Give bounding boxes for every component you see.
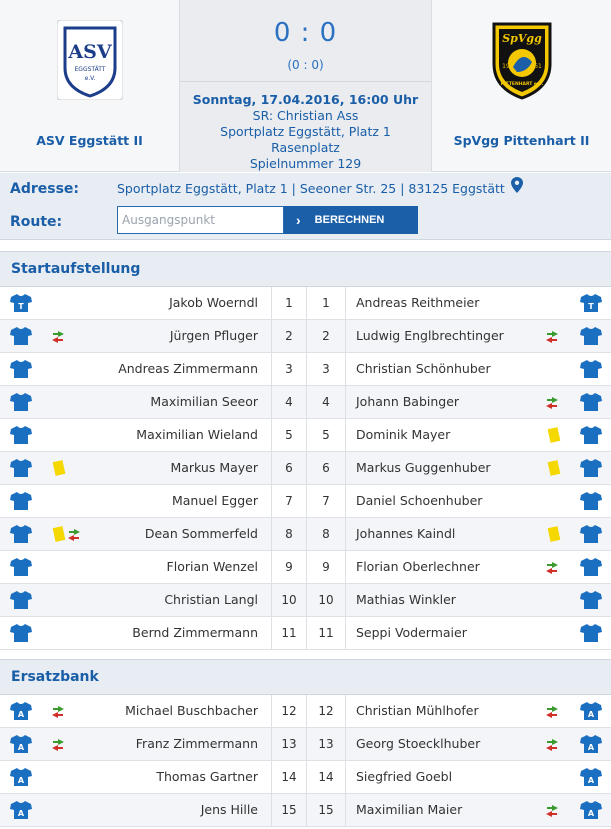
jersey-icon	[580, 590, 602, 610]
lineup-section	[0, 251, 611, 650]
home-player-number: 7	[271, 485, 307, 517]
jersey-icon	[10, 359, 32, 379]
match-details	[180, 92, 431, 172]
away-player-number: 7	[307, 485, 346, 517]
home-player-number: 6	[271, 452, 307, 484]
jersey-a-icon	[10, 767, 32, 787]
table-row	[0, 695, 611, 728]
route-start-input[interactable]	[117, 206, 284, 234]
away-player-number: 4	[307, 386, 346, 418]
home-player-cell	[0, 518, 271, 550]
lineup-title: Startaufstellung	[0, 252, 611, 287]
home-crest-text: ASV	[67, 41, 112, 63]
jersey-icon	[580, 425, 602, 445]
substitution-icon	[544, 804, 560, 818]
home-player-cell	[0, 485, 271, 517]
home-player-cell	[0, 794, 271, 826]
away-player-cell	[346, 695, 611, 727]
away-player-number: 8	[307, 518, 346, 550]
home-player-cell	[0, 386, 271, 418]
jersey-icon	[580, 392, 602, 412]
away-player-name[interactable]: Siegfried Goebl	[356, 769, 453, 784]
home-player-number: 8	[271, 518, 307, 550]
away-crest-bottom-text: PITTENHART e.V.	[500, 82, 543, 87]
substitution-icon	[544, 330, 560, 344]
yellow-card-icon	[53, 460, 66, 476]
svg-text:A: A	[587, 776, 595, 785]
away-player-name[interactable]: Mathias Winkler	[356, 592, 456, 607]
away-crest-year-left: 19	[501, 63, 510, 70]
home-player-number: 3	[271, 353, 307, 385]
home-player-number: 5	[271, 419, 307, 451]
substitution-icon	[544, 705, 560, 719]
yellow-card-icon	[53, 526, 66, 542]
yellow-card-icon	[548, 526, 561, 542]
calculate-route-label: BERECHNEN	[314, 214, 385, 226]
bench-table	[0, 695, 611, 827]
away-player-number: 1	[307, 287, 346, 319]
home-player-number: 14	[271, 761, 307, 793]
jersey-a-icon	[580, 734, 602, 754]
home-player-name[interactable]: Bernd Zimmermann	[132, 625, 258, 640]
away-player-number: 5	[307, 419, 346, 451]
home-player-name[interactable]: Maximilian Wieland	[136, 427, 258, 442]
away-player-name[interactable]: Johann Babinger	[356, 394, 460, 409]
map-pin-icon[interactable]	[511, 177, 523, 193]
jersey-icon	[10, 458, 32, 478]
substitution-icon	[50, 330, 66, 344]
away-player-cell	[346, 617, 611, 649]
home-player-cell	[0, 287, 271, 319]
away-player-number: 9	[307, 551, 346, 583]
jersey-a-icon	[10, 734, 32, 754]
home-team-block[interactable]	[0, 0, 179, 172]
table-row	[0, 584, 611, 617]
svg-text:A: A	[17, 743, 25, 752]
table-row	[0, 452, 611, 485]
bench-section	[0, 659, 611, 827]
home-player-cell	[0, 551, 271, 583]
home-player-name[interactable]: Michael Buschbacher	[125, 703, 258, 718]
home-player-cell	[0, 419, 271, 451]
substitution-icon	[50, 738, 66, 752]
away-player-cell	[346, 584, 611, 616]
home-player-name[interactable]: Jens Hille	[200, 802, 258, 817]
away-player-cell	[346, 353, 611, 385]
jersey-icon	[10, 392, 32, 412]
jersey-a-icon	[580, 701, 602, 721]
away-player-name[interactable]: Christian Mühlhofer	[356, 703, 479, 718]
jersey-icon	[580, 623, 602, 643]
away-player-cell	[346, 761, 611, 793]
home-player-name[interactable]: Florian Wenzel	[166, 559, 258, 574]
home-player-name[interactable]: Maximilian Seeor	[150, 394, 258, 409]
svg-text:T: T	[18, 302, 24, 311]
home-player-name[interactable]: Thomas Gartner	[156, 769, 258, 784]
away-player-name[interactable]: Christian Schönhuber	[356, 361, 491, 376]
home-player-cell	[0, 617, 271, 649]
away-player-number: 10	[307, 584, 346, 616]
venue: Sportplatz Eggstätt, Platz 1	[220, 124, 391, 139]
home-player-cell	[0, 761, 271, 793]
away-player-cell	[346, 794, 611, 826]
table-row	[0, 617, 611, 650]
table-row	[0, 320, 611, 353]
address-value[interactable]: Sportplatz Eggstätt, Platz 1 | Seeoner Str. 25 | 83125 Eggstätt	[117, 181, 505, 196]
home-player-cell	[0, 320, 271, 352]
svg-text:A: A	[17, 809, 25, 818]
home-player-name[interactable]: Franz Zimmermann	[135, 736, 258, 751]
away-player-number: 3	[307, 353, 346, 385]
divider	[180, 81, 431, 82]
jersey-icon	[580, 491, 602, 511]
jersey-icon	[10, 491, 32, 511]
jersey-a-icon	[580, 767, 602, 787]
table-row	[0, 761, 611, 794]
table-row	[0, 419, 611, 452]
jersey-a-icon	[10, 800, 32, 820]
home-player-cell	[0, 452, 271, 484]
away-player-name[interactable]: Georg Stoecklhuber	[356, 736, 481, 751]
referee: SR: Christian Ass	[252, 108, 359, 123]
away-player-number: 6	[307, 452, 346, 484]
away-player-name[interactable]: Dominik Mayer	[356, 427, 451, 442]
home-player-name[interactable]: Dean Sommerfeld	[144, 526, 258, 541]
away-player-name[interactable]: Johannes Kaindl	[356, 526, 456, 541]
table-row	[0, 287, 611, 320]
jersey-icon	[10, 326, 32, 346]
yellow-card-icon	[548, 427, 561, 443]
home-player-number: 2	[271, 320, 307, 352]
home-crest-subtext: EGGSTÄTT	[74, 66, 105, 73]
svg-text:A: A	[17, 776, 25, 785]
away-player-cell	[346, 386, 611, 418]
score: 0 : 0	[273, 18, 338, 48]
table-row	[0, 518, 611, 551]
match-info	[179, 0, 432, 172]
home-team-crest[interactable]	[57, 20, 123, 100]
match-header	[0, 0, 611, 172]
address-route-panel	[0, 173, 611, 240]
away-player-name[interactable]: Ludwig Englbrechtinger	[356, 328, 504, 343]
away-player-name[interactable]: Markus Guggenhuber	[356, 460, 491, 475]
home-crest-ev-text: e.V.	[84, 75, 95, 82]
home-player-name[interactable]: Jürgen Pfluger	[169, 328, 258, 343]
home-player-cell	[0, 695, 271, 727]
table-row	[0, 794, 611, 827]
bench-title: Ersatzbank	[0, 660, 611, 695]
home-player-cell	[0, 728, 271, 760]
home-player-name[interactable]: Christian Langl	[164, 592, 258, 607]
home-player-number: 11	[271, 617, 307, 649]
home-player-cell	[0, 353, 271, 385]
table-row	[0, 386, 611, 419]
surface: Rasenplatz	[271, 140, 340, 155]
away-player-cell	[346, 485, 611, 517]
calculate-route-button[interactable]	[284, 206, 418, 234]
away-team-crest[interactable]	[489, 20, 555, 100]
chevron-right-icon: ›	[296, 212, 301, 228]
table-row	[0, 728, 611, 761]
jersey-icon	[580, 557, 602, 577]
jersey-icon	[580, 524, 602, 544]
svg-text:A: A	[17, 710, 25, 719]
home-player-number: 1	[271, 287, 307, 319]
away-player-name[interactable]: Seppi Vodermaier	[356, 625, 467, 640]
home-player-number: 9	[271, 551, 307, 583]
jersey-icon	[10, 557, 32, 577]
away-crest-year-right: 61	[533, 63, 542, 70]
away-player-cell	[346, 287, 611, 319]
away-player-cell	[346, 320, 611, 352]
lineup-table	[0, 287, 611, 650]
jersey-icon	[580, 359, 602, 379]
away-player-number: 14	[307, 761, 346, 793]
away-player-number: 12	[307, 695, 346, 727]
jersey-t-icon	[580, 293, 602, 313]
home-player-name[interactable]: Jakob Woerndl	[169, 295, 258, 310]
svg-text:A: A	[587, 710, 595, 719]
yellow-card-icon	[548, 460, 561, 476]
away-player-name[interactable]: Daniel Schoenhuber	[356, 493, 483, 508]
away-player-name[interactable]: Florian Oberlechner	[356, 559, 480, 574]
away-player-cell	[346, 728, 611, 760]
jersey-icon	[10, 623, 32, 643]
away-crest-text: SpVgg	[501, 32, 542, 45]
svg-text:A: A	[587, 743, 595, 752]
away-player-cell	[346, 419, 611, 451]
away-team-name[interactable]: SpVgg Pittenhart II	[453, 133, 590, 148]
substitution-icon	[544, 396, 560, 410]
home-player-number: 4	[271, 386, 307, 418]
table-row	[0, 485, 611, 518]
substitution-icon	[544, 561, 560, 575]
away-player-cell	[346, 452, 611, 484]
substitution-icon	[544, 738, 560, 752]
away-player-number: 13	[307, 728, 346, 760]
address-label: Adresse:	[10, 181, 80, 197]
table-row	[0, 353, 611, 386]
svg-text:A: A	[587, 809, 595, 818]
jersey-icon	[580, 458, 602, 478]
away-player-number: 2	[307, 320, 346, 352]
home-player-number: 15	[271, 794, 307, 826]
home-player-number: 12	[271, 695, 307, 727]
away-player-number: 15	[307, 794, 346, 826]
home-player-name[interactable]: Markus Mayer	[170, 460, 258, 475]
away-player-cell	[346, 518, 611, 550]
home-player-number: 13	[271, 728, 307, 760]
away-player-name[interactable]: Andreas Reithmeier	[356, 295, 480, 310]
route-label: Route:	[10, 214, 63, 230]
away-team-block[interactable]	[432, 0, 611, 172]
jersey-icon	[10, 425, 32, 445]
away-player-number: 11	[307, 617, 346, 649]
substitution-icon	[50, 705, 66, 719]
substitution-icon	[66, 528, 82, 542]
jersey-icon	[580, 326, 602, 346]
jersey-icon	[10, 590, 32, 610]
match-date: Sonntag, 17.04.2016, 16:00 Uhr	[192, 92, 419, 107]
game-number: Spielnummer 129	[249, 156, 362, 171]
jersey-a-icon	[10, 701, 32, 721]
halftime-score: (0 : 0)	[287, 58, 324, 72]
home-player-cell	[0, 584, 271, 616]
away-player-cell	[346, 551, 611, 583]
jersey-t-icon	[10, 293, 32, 313]
jersey-a-icon	[580, 800, 602, 820]
home-player-name[interactable]: Manuel Egger	[171, 493, 258, 508]
home-team-name[interactable]: ASV Eggstätt II	[36, 133, 143, 148]
jersey-icon	[10, 524, 32, 544]
away-player-name[interactable]: Maximilian Maier	[356, 802, 463, 817]
svg-text:T: T	[588, 302, 594, 311]
home-player-name[interactable]: Andreas Zimmermann	[118, 361, 258, 376]
table-row	[0, 551, 611, 584]
home-player-number: 10	[271, 584, 307, 616]
